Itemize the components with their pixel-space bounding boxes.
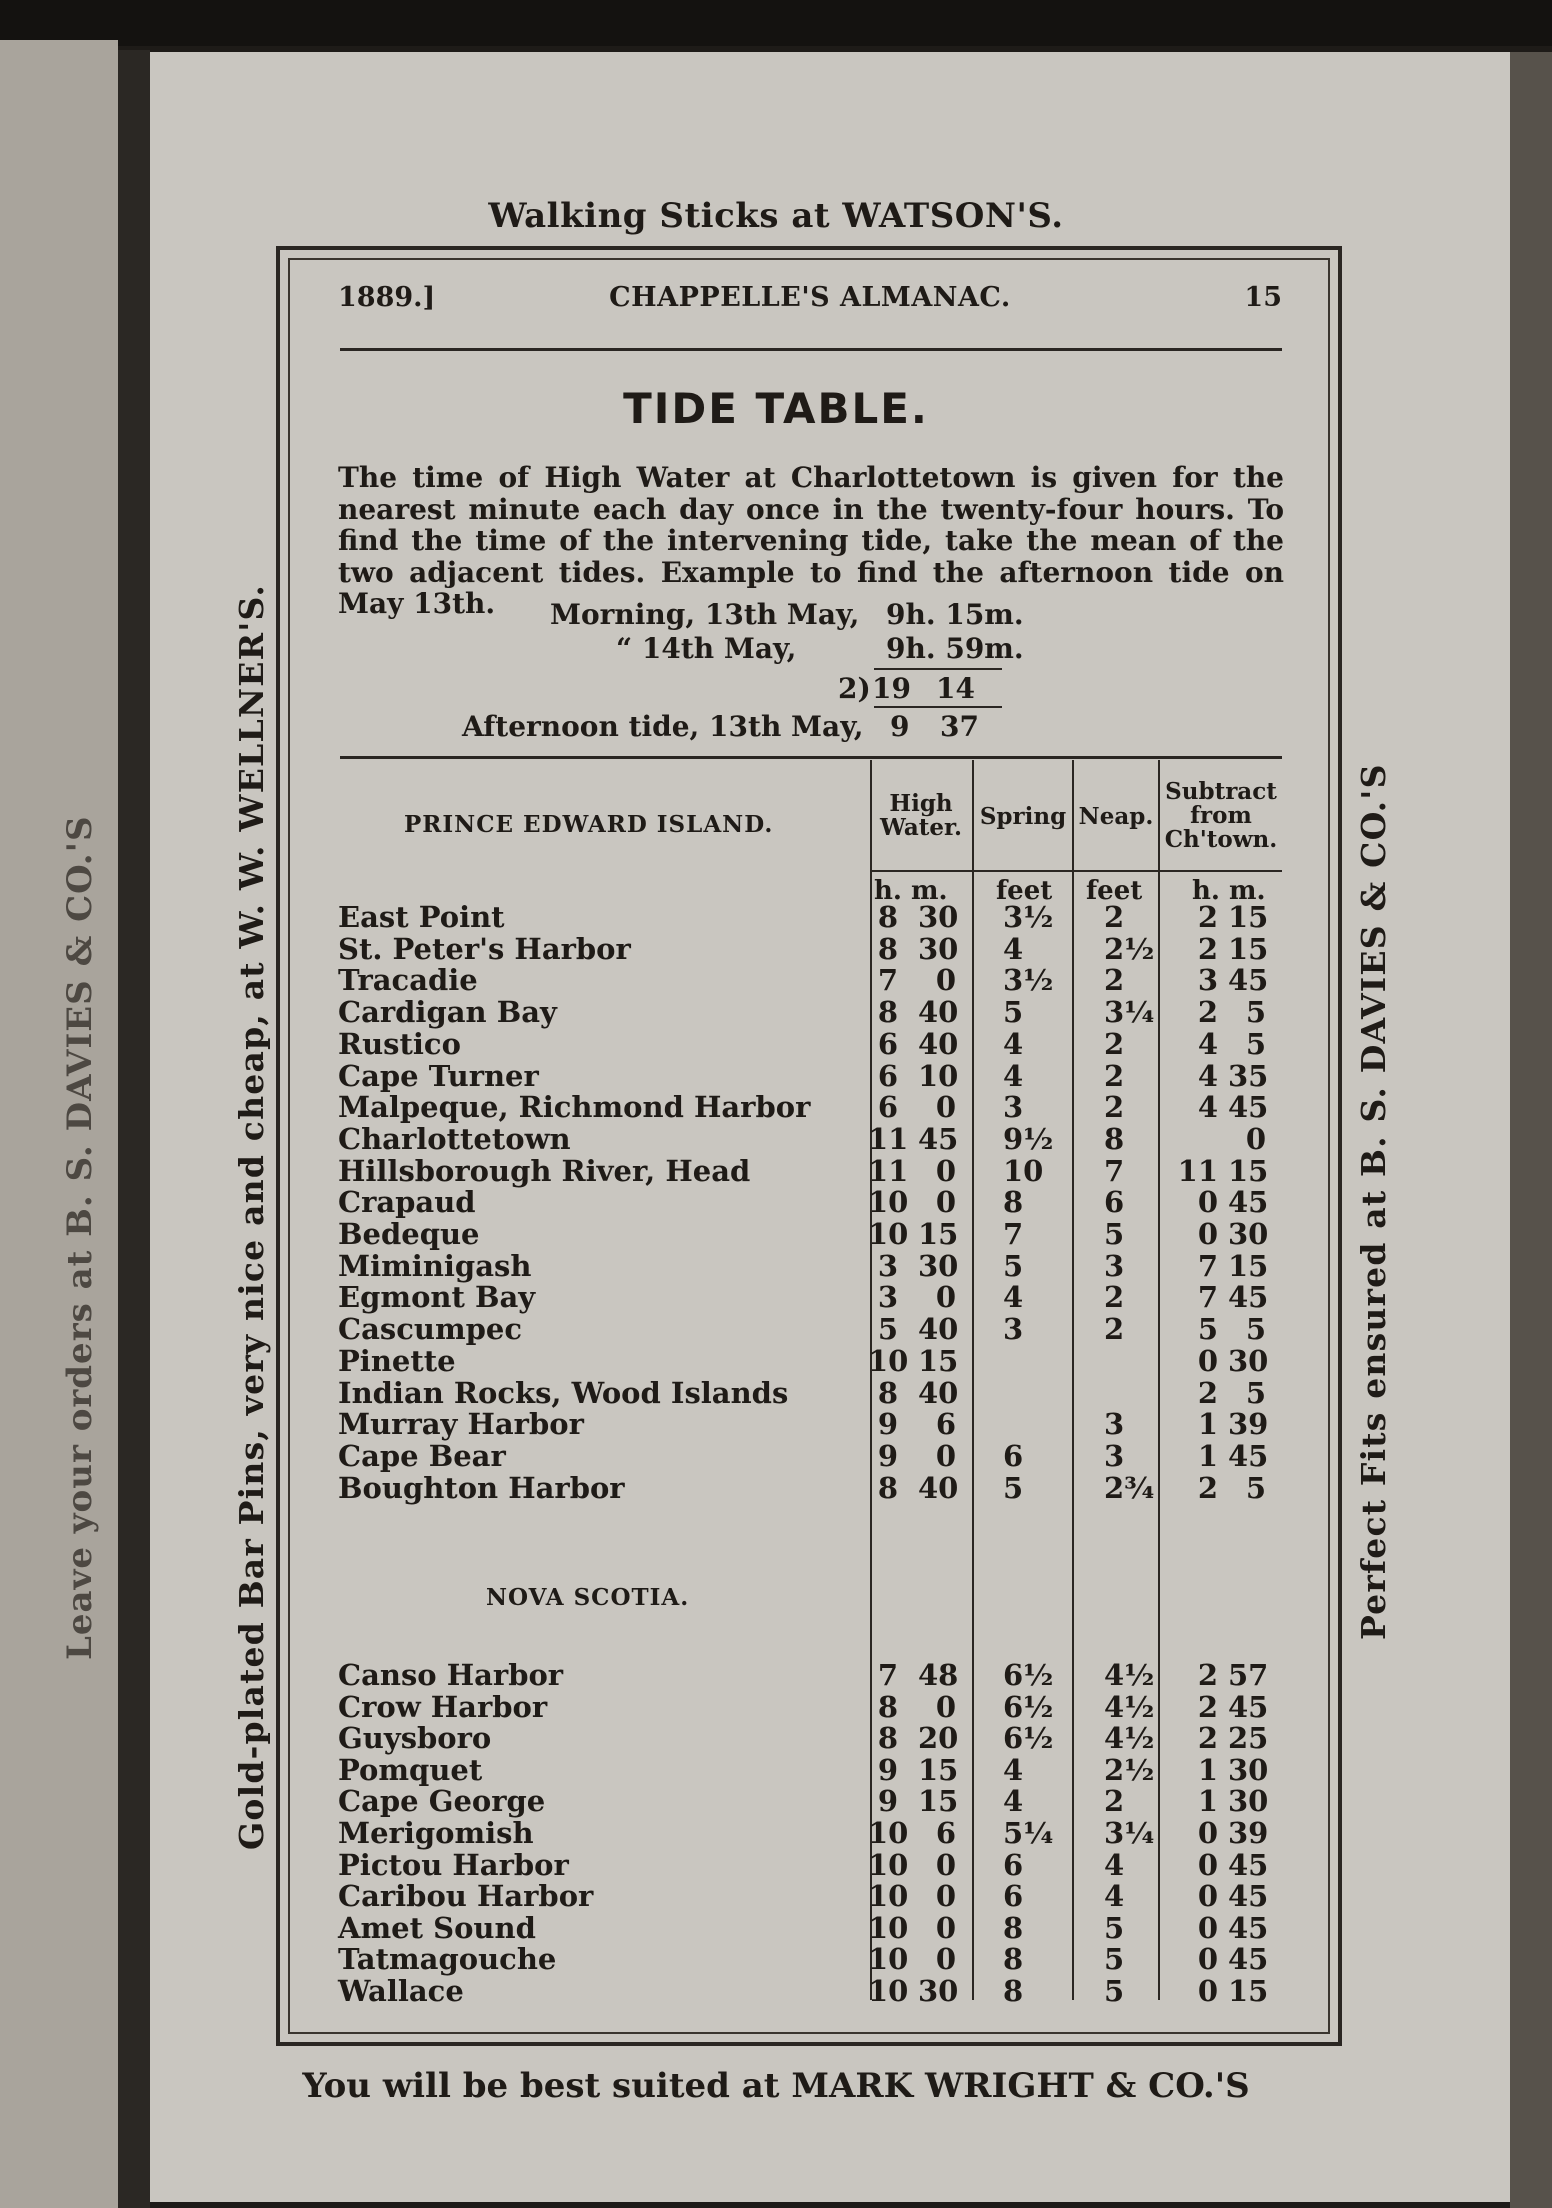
high-water-hours: 11 xyxy=(868,1121,909,1156)
subtract-hours: 2 xyxy=(1197,1470,1218,1505)
table-row xyxy=(338,1976,1282,2007)
spring-feet: 8 xyxy=(1003,1910,1024,1945)
subtract-minutes: 0 xyxy=(1245,1121,1266,1156)
high-water-hours: 8 xyxy=(877,1375,898,1410)
table-row xyxy=(338,997,1282,1028)
table-row xyxy=(338,1058,1282,1093)
spring-feet: 3½ xyxy=(1003,963,1054,998)
subtract-minutes: 39 xyxy=(1228,1816,1269,1850)
place-name: Pinette xyxy=(338,1343,456,1378)
neap-feet: 7 xyxy=(1104,1153,1125,1188)
subtract-hours: 7 xyxy=(1197,1248,1218,1283)
intro-paragraph: The time of High Water at Charlottetown is given for the nearest minute each day once in the twenty-four hours. To find the time of the intervening tide, take the mean of the two adjacent tides. Example to find the afternoon tide on May 13th. xyxy=(338,461,1284,620)
spring-feet: 4 xyxy=(1003,1280,1024,1315)
neap-feet: 4½ xyxy=(1104,1689,1155,1724)
place-name: Amet Sound xyxy=(338,1910,536,1945)
neap-feet: 2 xyxy=(1104,1312,1125,1347)
high-water-minutes: 0 xyxy=(935,1090,956,1125)
high-water-hours: 3 xyxy=(877,1248,898,1283)
high-water-hours: 8 xyxy=(877,900,898,934)
high-water-hours: 11 xyxy=(868,1153,909,1188)
right-side-advertisement: Perfect Fits ensured at B. S. DAVIES & CO.'S xyxy=(1354,763,1393,1640)
high-water-minutes: 0 xyxy=(935,1185,956,1220)
high-water-minutes: 0 xyxy=(935,1879,956,1914)
subtract-minutes: 45 xyxy=(1228,1879,1269,1914)
spring-feet: 6½ xyxy=(1003,1658,1054,1692)
place-name: Caribou Harbor xyxy=(338,1879,594,1914)
place-name: Cape Bear xyxy=(338,1438,506,1473)
high-water-minutes: 40 xyxy=(918,995,959,1030)
subtract-minutes: 45 xyxy=(1228,963,1269,998)
table-row xyxy=(338,1723,1282,1754)
high-water-minutes: 6 xyxy=(935,1407,956,1442)
high-water-minutes: 40 xyxy=(918,1375,959,1410)
high-water-hours: 8 xyxy=(877,1470,898,1505)
right-side-ad-area xyxy=(1348,260,1400,2000)
high-water-minutes: 40 xyxy=(918,1470,959,1505)
top-advertisement: Walking Sticks at WATSON'S. xyxy=(488,196,1064,236)
spring-feet: 6 xyxy=(1003,1847,1024,1882)
high-water-minutes: 0 xyxy=(935,1847,956,1882)
table-row xyxy=(338,1343,1282,1378)
high-water-hours: 6 xyxy=(877,1026,898,1061)
example-result-hours: 9 xyxy=(890,710,910,743)
subtract-hours: 1 xyxy=(1197,1752,1218,1787)
high-water-minutes: 0 xyxy=(935,1438,956,1473)
high-water-minutes: 30 xyxy=(918,900,959,934)
high-water-minutes: 40 xyxy=(918,1026,959,1061)
high-water-hours: 6 xyxy=(877,1090,898,1125)
subtract-minutes: 45 xyxy=(1228,1847,1269,1882)
subtract-minutes: 45 xyxy=(1228,1185,1269,1220)
spring-feet: 4 xyxy=(1003,1752,1024,1787)
subtract-minutes: 45 xyxy=(1228,1910,1269,1945)
high-water-hours: 9 xyxy=(877,1407,898,1442)
high-water-minutes: 15 xyxy=(918,1343,959,1378)
neap-feet: 8 xyxy=(1104,1121,1125,1156)
bottom-advertisement: You will be best suited at MARK WRIGHT & CO.'S xyxy=(302,2066,1250,2106)
subtract-hours: 7 xyxy=(1197,1280,1218,1315)
subtract-minutes: 39 xyxy=(1228,1407,1269,1442)
subtract-minutes: 30 xyxy=(1228,1752,1269,1787)
spring-feet: 3 xyxy=(1003,1312,1024,1347)
table-row xyxy=(338,1314,1282,1345)
subtract-hours: 5 xyxy=(1197,1312,1218,1347)
subtract-minutes: 5 xyxy=(1245,1312,1266,1347)
table-row xyxy=(338,1438,1282,1473)
subtract-hours: 2 xyxy=(1197,1658,1218,1692)
place-name: Canso Harbor xyxy=(338,1658,564,1692)
place-name: Malpeque, Richmond Harbor xyxy=(338,1090,811,1125)
col-neap: Neap. xyxy=(1078,803,1154,830)
facing-page xyxy=(0,40,118,2208)
neap-feet: 6 xyxy=(1104,1185,1125,1220)
high-water-hours: 7 xyxy=(877,963,898,998)
place-name: Murray Harbor xyxy=(338,1407,584,1442)
spring-feet: 10 xyxy=(1003,1153,1044,1188)
left-side-ad-area xyxy=(226,260,278,2000)
high-water-hours: 10 xyxy=(868,1217,909,1251)
place-name: Wallace xyxy=(338,1974,464,2008)
table-row xyxy=(338,1910,1282,1945)
table-row xyxy=(338,1092,1282,1123)
high-water-hours: 10 xyxy=(868,1816,909,1850)
table-row xyxy=(338,1818,1282,1849)
neap-feet: 5 xyxy=(1104,1910,1125,1945)
place-name: Indian Rocks, Wood Islands xyxy=(338,1375,789,1410)
subtract-minutes: 30 xyxy=(1228,1784,1269,1819)
binding-shadow xyxy=(118,50,150,2208)
high-water-minutes: 48 xyxy=(918,1658,959,1692)
high-water-hours: 9 xyxy=(877,1752,898,1787)
subtract-minutes: 25 xyxy=(1228,1721,1269,1756)
high-water-hours: 10 xyxy=(868,1343,909,1378)
spring-feet: 4 xyxy=(1003,1784,1024,1819)
subtract-hours: 1 xyxy=(1197,1407,1218,1442)
subtract-minutes: 35 xyxy=(1228,1058,1269,1093)
high-water-hours: 8 xyxy=(877,1689,898,1724)
subtract-hours: 11 xyxy=(1177,1153,1218,1188)
neap-feet: 2½ xyxy=(1104,931,1155,966)
place-name: Charlottetown xyxy=(338,1121,571,1156)
subtract-minutes: 15 xyxy=(1228,1974,1269,2008)
table-row xyxy=(338,1660,1282,1691)
table-row xyxy=(338,1409,1282,1440)
spring-feet: 6½ xyxy=(1003,1721,1054,1756)
high-water-minutes: 0 xyxy=(935,1942,956,1977)
neap-feet: 2 xyxy=(1104,1784,1125,1819)
table-row xyxy=(338,1153,1282,1188)
neap-feet: 3¼ xyxy=(1104,995,1155,1030)
neap-feet: 2 xyxy=(1104,963,1125,998)
place-name: Tracadie xyxy=(338,963,478,998)
subtract-hours: 2 xyxy=(1197,931,1218,966)
high-water-minutes: 0 xyxy=(935,1153,956,1188)
neap-feet: 3 xyxy=(1104,1438,1125,1473)
high-water-minutes: 40 xyxy=(918,1312,959,1347)
subtract-hours: 2 xyxy=(1197,995,1218,1030)
subtract-minutes: 15 xyxy=(1228,1153,1269,1188)
page-title: TIDE TABLE. xyxy=(623,384,929,433)
facing-page-text-area xyxy=(20,680,100,1660)
place-name: Cape George xyxy=(338,1784,546,1819)
neap-feet: 3¼ xyxy=(1104,1816,1155,1850)
place-name: Bedeque xyxy=(338,1217,480,1251)
table-row xyxy=(338,1282,1282,1313)
subtract-minutes: 5 xyxy=(1245,995,1266,1030)
neap-feet: 2 xyxy=(1104,1280,1125,1315)
region-heading-pei: PRINCE EDWARD ISLAND. xyxy=(404,811,774,838)
subtract-minutes: 30 xyxy=(1228,1217,1269,1251)
table-row xyxy=(338,965,1282,996)
example-result-minutes: 37 xyxy=(940,710,979,743)
high-water-minutes: 20 xyxy=(918,1721,959,1756)
neap-feet: 5 xyxy=(1104,1974,1125,2008)
place-name: Egmont Bay xyxy=(338,1280,536,1315)
subtract-hours: 2 xyxy=(1197,1721,1218,1756)
neap-feet: 5 xyxy=(1104,1942,1125,1977)
subtract-minutes: 45 xyxy=(1228,1438,1269,1473)
high-water-minutes: 15 xyxy=(918,1217,959,1251)
unit-spring: feet xyxy=(996,876,1053,906)
neap-feet: 5 xyxy=(1104,1217,1125,1251)
unit-neap: feet xyxy=(1086,876,1143,906)
subtract-hours: 1 xyxy=(1197,1784,1218,1819)
neap-feet: 3 xyxy=(1104,1407,1125,1442)
example-line1-value: 9h. 15m. xyxy=(886,598,1024,631)
place-name: Crapaud xyxy=(338,1185,476,1220)
subtract-hours: 0 xyxy=(1197,1942,1218,1977)
col-spring: Spring xyxy=(979,803,1067,830)
place-name: Cape Turner xyxy=(338,1058,539,1093)
table-row xyxy=(338,1470,1282,1505)
high-water-minutes: 15 xyxy=(918,1752,959,1787)
high-water-hours: 10 xyxy=(868,1942,909,1977)
running-header-title: CHAPPELLE'S ALMANAC. xyxy=(609,282,1011,313)
table-row xyxy=(338,1944,1282,1975)
high-water-hours: 10 xyxy=(868,1974,909,2008)
high-water-minutes: 6 xyxy=(935,1816,956,1850)
neap-feet: 2½ xyxy=(1104,1752,1155,1787)
example-result-rule xyxy=(874,706,1002,708)
place-name: Cascumpec xyxy=(338,1312,523,1347)
neap-feet: 2 xyxy=(1104,1026,1125,1061)
table-row xyxy=(338,1026,1282,1061)
subtract-hours: 4 xyxy=(1197,1026,1218,1061)
high-water-hours: 10 xyxy=(868,1910,909,1945)
place-name: Miminigash xyxy=(338,1248,532,1283)
table-row xyxy=(338,1375,1282,1410)
subtract-minutes: 30 xyxy=(1228,1343,1269,1378)
high-water-minutes: 0 xyxy=(935,1910,956,1945)
high-water-minutes: 0 xyxy=(935,963,956,998)
example-sum-minutes: 14 xyxy=(936,672,975,705)
spring-feet: 4 xyxy=(1003,1058,1024,1093)
table-row xyxy=(338,1187,1282,1218)
spring-feet: 3½ xyxy=(1003,900,1054,934)
high-water-hours: 5 xyxy=(877,1312,898,1347)
high-water-hours: 10 xyxy=(868,1879,909,1914)
subtract-minutes: 15 xyxy=(1228,1248,1269,1283)
place-name: Rustico xyxy=(338,1026,461,1061)
spring-feet: 5¼ xyxy=(1003,1816,1054,1850)
place-name: Merigomish xyxy=(338,1816,534,1850)
spring-feet: 6 xyxy=(1003,1879,1024,1914)
high-water-minutes: 30 xyxy=(918,1248,959,1283)
subtract-hours: 0 xyxy=(1197,1343,1218,1378)
subtract-hours: 0 xyxy=(1197,1974,1218,2008)
table-row xyxy=(338,931,1282,966)
example-sum-rule xyxy=(874,668,1002,670)
spring-feet: 8 xyxy=(1003,1185,1024,1220)
table-top-rule xyxy=(340,756,1282,759)
unit-high-water: h. m. xyxy=(874,876,948,906)
neap-feet: 2¾ xyxy=(1104,1470,1155,1505)
subtract-minutes: 45 xyxy=(1228,1090,1269,1125)
table-row xyxy=(338,1121,1282,1156)
page-number: 15 xyxy=(1244,282,1282,313)
neap-feet: 4½ xyxy=(1104,1658,1155,1692)
table-row xyxy=(338,902,1282,933)
subtract-hours: 1 xyxy=(1197,1438,1218,1473)
subtract-minutes: 15 xyxy=(1228,900,1269,934)
facing-page-text: Leave your orders at B. S. DAVIES & CO.'S xyxy=(60,815,100,1660)
neap-feet: 4½ xyxy=(1104,1721,1155,1756)
table-row xyxy=(338,1847,1282,1882)
running-header xyxy=(338,282,1282,322)
place-name: Boughton Harbor xyxy=(338,1470,625,1505)
example-sum-hours: 19 xyxy=(872,672,911,705)
subtract-minutes: 5 xyxy=(1245,1470,1266,1505)
spring-feet: 7 xyxy=(1003,1217,1024,1251)
subtract-minutes: 15 xyxy=(1228,931,1269,966)
left-side-advertisement: Gold-plated Bar Pins, very nice and cheap, at W. W. WELLNER'S. xyxy=(232,583,271,1850)
example-line2-value: 9h. 59m. xyxy=(886,632,1024,665)
neap-feet: 2 xyxy=(1104,900,1125,934)
table-row xyxy=(338,1881,1282,1912)
high-water-minutes: 0 xyxy=(935,1689,956,1724)
spring-feet: 6½ xyxy=(1003,1689,1054,1724)
table-row xyxy=(338,1219,1282,1250)
subtract-hours: 2 xyxy=(1197,1375,1218,1410)
neap-feet: 4 xyxy=(1104,1879,1125,1914)
table-header-rule xyxy=(870,870,1282,872)
high-water-hours: 8 xyxy=(877,931,898,966)
example-line2-label: “ 14th May, xyxy=(616,632,797,665)
place-name: Hillsborough River, Head xyxy=(338,1153,751,1188)
col-high-water: High Water. xyxy=(879,790,962,841)
neap-feet: 3 xyxy=(1104,1248,1125,1283)
high-water-minutes: 30 xyxy=(918,1974,959,2008)
high-water-minutes: 0 xyxy=(935,1280,956,1315)
spring-feet: 6 xyxy=(1003,1438,1024,1473)
example-line1-label: Morning, 13th May, xyxy=(550,598,860,631)
spring-feet: 5 xyxy=(1003,995,1024,1030)
high-water-hours: 9 xyxy=(877,1438,898,1473)
subtract-minutes: 45 xyxy=(1228,1280,1269,1315)
subtract-hours: 0 xyxy=(1197,1217,1218,1251)
high-water-hours: 3 xyxy=(877,1280,898,1315)
spring-feet: 9½ xyxy=(1003,1121,1054,1156)
high-water-hours: 8 xyxy=(877,1721,898,1756)
subtract-minutes: 45 xyxy=(1228,1942,1269,1977)
unit-subtract: h. m. xyxy=(1192,876,1266,906)
high-water-hours: 7 xyxy=(877,1658,898,1692)
place-name: Pictou Harbor xyxy=(338,1847,569,1882)
example-result-label: Afternoon tide, 13th May, xyxy=(462,710,864,743)
spring-feet: 4 xyxy=(1003,931,1024,966)
spring-feet: 8 xyxy=(1003,1942,1024,1977)
table-row xyxy=(338,1786,1282,1817)
subtract-hours: 0 xyxy=(1197,1910,1218,1945)
table-row xyxy=(338,1689,1282,1724)
subtract-hours: 3 xyxy=(1197,963,1218,998)
subtract-hours: 2 xyxy=(1197,900,1218,934)
place-name: St. Peter's Harbor xyxy=(338,931,631,966)
place-name: Cardigan Bay xyxy=(338,995,557,1030)
place-name: Pomquet xyxy=(338,1752,483,1787)
high-water-minutes: 15 xyxy=(918,1784,959,1819)
spring-feet: 3 xyxy=(1003,1090,1024,1125)
place-name: Tatmagouche xyxy=(338,1942,557,1977)
subtract-hours: 4 xyxy=(1197,1090,1218,1125)
neap-feet: 2 xyxy=(1104,1090,1125,1125)
subtract-minutes: 5 xyxy=(1245,1026,1266,1061)
subtract-minutes: 45 xyxy=(1228,1689,1269,1724)
high-water-hours: 10 xyxy=(868,1185,909,1220)
neap-feet: 2 xyxy=(1104,1058,1125,1093)
subtract-minutes: 57 xyxy=(1228,1658,1269,1692)
subtract-hours: 2 xyxy=(1197,1689,1218,1724)
high-water-minutes: 30 xyxy=(918,931,959,966)
spring-feet: 5 xyxy=(1003,1248,1024,1283)
table-row xyxy=(338,1248,1282,1283)
table-row xyxy=(338,1752,1282,1787)
high-water-hours: 8 xyxy=(877,995,898,1030)
high-water-minutes: 10 xyxy=(918,1058,959,1093)
place-name: Crow Harbor xyxy=(338,1689,548,1724)
high-water-hours: 6 xyxy=(877,1058,898,1093)
high-water-hours: 10 xyxy=(868,1847,909,1882)
high-water-minutes: 45 xyxy=(918,1121,959,1156)
subtract-minutes: 5 xyxy=(1245,1375,1266,1410)
header-rule xyxy=(340,348,1282,351)
example-sum-divisor: 2) xyxy=(838,672,871,705)
spring-feet: 5 xyxy=(1003,1470,1024,1505)
scan-top-edge xyxy=(0,0,1552,46)
region-heading-ns: NOVA SCOTIA. xyxy=(486,1584,690,1611)
subtract-hours: 4 xyxy=(1197,1058,1218,1093)
page-right-edge xyxy=(1510,52,1552,2208)
subtract-hours: 0 xyxy=(1197,1185,1218,1220)
col-subtract: Subtract from Ch'town. xyxy=(1164,778,1278,853)
subtract-hours: 0 xyxy=(1197,1816,1218,1850)
spring-feet: 8 xyxy=(1003,1974,1024,2008)
neap-feet: 4 xyxy=(1104,1847,1125,1882)
subtract-hours: 0 xyxy=(1197,1879,1218,1914)
place-name: East Point xyxy=(338,900,505,934)
subtract-hours: 0 xyxy=(1197,1847,1218,1882)
place-name: Guysboro xyxy=(338,1721,492,1756)
spring-feet: 4 xyxy=(1003,1026,1024,1061)
high-water-hours: 9 xyxy=(877,1784,898,1819)
running-header-year: 1889.] xyxy=(338,282,436,313)
